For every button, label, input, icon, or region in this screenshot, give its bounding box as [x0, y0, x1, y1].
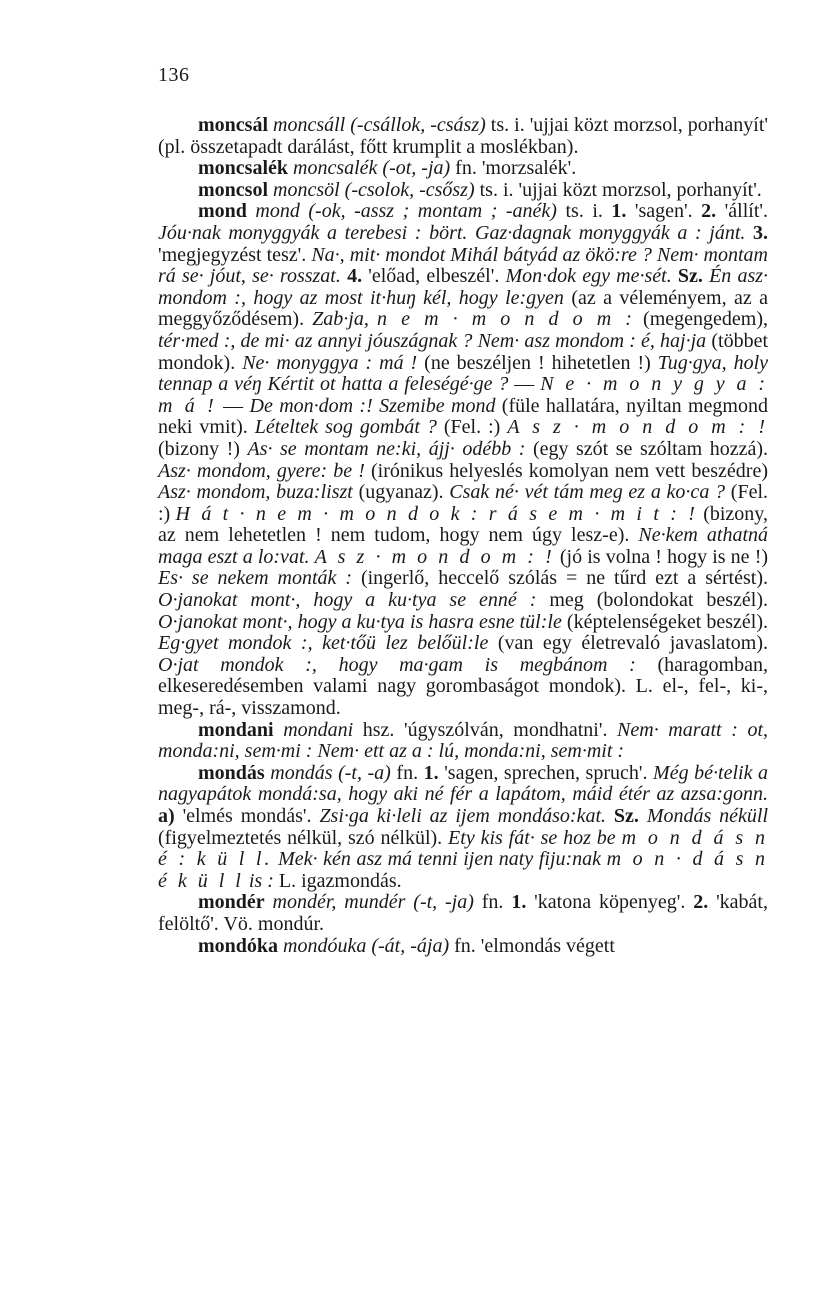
entry-text: mond	[451, 394, 496, 417]
entry-headword: mondér	[198, 891, 265, 914]
entry-text: Lételtek sog gombát ?	[254, 416, 437, 439]
entry-text: Ety kis fát· se hoz be	[448, 826, 616, 849]
entry-text: n e m · m o n d o m :	[376, 308, 635, 331]
entry-text: Na·, mit· mondot Mihál bátyád az ökö:re ? Nem· montam rá se· jóut, se· rosszat.	[158, 243, 769, 288]
entry-text: (füle hallatára, nyiltan megmond neki vmit).	[158, 394, 768, 439]
entry-headword: mondani	[198, 718, 274, 741]
entry-text: A s z · m o n d o m : !	[507, 416, 769, 439]
entry-text: 2.	[701, 200, 717, 223]
entry-text: 'megjegyzést tesz'.	[158, 243, 312, 266]
entry-text: Nem· maratt : ot, monda:ni, sem·mi : Nem· ett az a : lú, monda:ni, sem·mit :	[158, 718, 768, 763]
dictionary-entry	[158, 892, 768, 935]
entry-text: mondér, mundér (-t, -ja)	[272, 891, 474, 914]
page-number: 136	[158, 64, 190, 86]
entry-text: Ne· monyggya : má !	[242, 351, 418, 374]
entry-text: H á t · n e m · m o n d o k : r á s e m · m i t : !	[175, 502, 698, 525]
entry-text: (Fel. :)	[436, 416, 508, 439]
dictionary-entry	[158, 180, 768, 202]
entry-text: 'elmés mondás'.	[174, 805, 320, 827]
entry-text: mondani	[283, 718, 354, 741]
entry-text: L. igazmondás.	[273, 869, 402, 892]
entry-text	[369, 308, 377, 330]
entry-text: Mon·dok egy me·sét.	[505, 265, 672, 288]
entry-text: mondóuka (-át, -ája)	[283, 934, 450, 957]
entry-text: 'katona köpenyeg'.	[526, 891, 694, 914]
entry-text: 1.	[511, 891, 527, 914]
entry-text: moncsöl (-csolok, -csősz)	[273, 178, 475, 201]
entry-text: Ne·kem athatná maga eszt a lo:vat.	[158, 524, 769, 568]
entry-text: Asz· mondom, buza:liszt	[158, 481, 353, 504]
entry-text: —	[216, 394, 250, 417]
entry-text: (jó is volna ! hogy is ne !)	[554, 545, 769, 568]
entry-text: Még bé·telik a nagyapátok mondá:sa, hogy aki né fér a lapátom, máid étér az azsa:gonn.	[158, 761, 769, 806]
entry-text: 'állít'.	[716, 200, 768, 223]
entry-text: Zsi·ga ki·leli az ijem mondáso:kat.	[319, 805, 606, 827]
entry-text: (bizony, az nem lehetetlen ! nem tudom, hogy nem úgy lesz-e).	[158, 502, 768, 547]
entry-headword: moncsol	[198, 178, 268, 201]
entry-text: 'sagen'.	[626, 200, 702, 223]
entry-text: 1.	[611, 200, 627, 223]
entry-text: (ugyanaz).	[352, 481, 450, 504]
entry-text: (Fel. :)	[158, 481, 768, 525]
entry-text: O·janokat mont·, hogy a ku·tya se enné :	[158, 589, 537, 612]
entry-text: A s z · m o n d o m : !	[314, 545, 555, 568]
entry-text	[606, 805, 614, 827]
entry-text: Mek· kén asz má tenni ijen naty fiju:nak	[278, 848, 602, 871]
entry-text: fn.	[473, 891, 512, 914]
entry-text: ts. i. 'ujjai közt morzsol, porhanyít' (pl. összetapadt darálást, főtt krumplit a moslékban).	[158, 114, 769, 158]
entry-text: m o n d á s n é : k ü l l.	[158, 826, 768, 871]
entry-text: m o n · d á s n é k ü l l	[158, 848, 769, 892]
entry-text	[745, 222, 753, 244]
entry-text	[639, 805, 647, 827]
entry-headword: mond	[198, 200, 247, 223]
dictionary-entry	[158, 936, 768, 958]
entry-text: (megengedem),	[634, 308, 768, 331]
entry-text	[274, 719, 284, 741]
entry-text: 4.	[347, 265, 363, 288]
entry-text: As· se montam ne:ki, ájj· odébb :	[247, 437, 526, 460]
entry-text: fn.	[390, 761, 424, 784]
entry-text: O·jat mondok :, hogy ma·gam is megbánom :	[158, 653, 636, 676]
entry-headword: moncsál	[198, 114, 268, 136]
entry-text: 1.	[423, 761, 439, 784]
entry-text: (az a véleményem, az a meggyőződésem).	[158, 286, 768, 331]
dictionary-entry	[158, 763, 768, 893]
entry-text: (irónikus helyeslés komolyan nem vett beszédre)	[364, 459, 768, 482]
entry-text	[265, 891, 273, 913]
entry-text: N e · m o n y g y a : m á !	[158, 373, 768, 417]
entry-text: Mondás néküll	[646, 805, 769, 827]
entry-text: (képtelenségeket beszél).	[561, 610, 768, 633]
entry-text: mondás (-t, -a)	[270, 761, 391, 784]
entry-text: moncsalék (-ot, -ja)	[293, 157, 451, 180]
entry-text: (ne beszéljen ! hihetetlen !)	[417, 351, 658, 374]
entry-text: moncsáll (-csállok, -csász)	[273, 114, 486, 136]
dictionary-entry	[158, 158, 768, 180]
entry-text: (ingerlő, heccelő szólás = ne tűrd ezt a sértést).	[352, 567, 768, 590]
entry-text: 'sagen, sprechen, spruch'.	[438, 761, 654, 784]
entry-text: —	[508, 373, 541, 396]
entry-text: tér·med :, de mi· az annyi jóuszágnak ? Nem· asz mondom : é, haj·ja	[158, 329, 707, 352]
entry-text: 'kabát, felöltő'. Vö. mondúr.	[158, 891, 768, 935]
entry-text: Zab·ja,	[312, 308, 369, 331]
entry-text: Sz.	[613, 805, 639, 827]
entry-text: 2.	[693, 891, 709, 914]
entry-text: Jóu·nak monyggyák a terebesi : bört. Gaz·dagnak monyggyák a : jánt.	[158, 221, 746, 244]
dictionary-entry	[158, 115, 768, 158]
entry-text: (bizony !)	[158, 437, 248, 460]
entry-text: Sz.	[677, 265, 703, 288]
entry-headword: mondás	[198, 761, 265, 784]
entry-text: 3.	[753, 221, 768, 244]
entry-text: (van egy életrevaló javaslatom).	[488, 632, 768, 655]
entry-headword: moncsalék	[198, 157, 288, 180]
entry-text: a)	[158, 805, 175, 827]
entry-text: is :	[248, 869, 274, 892]
entry-text: O·janokat mont·, hogy a ku·tya is hasra esne tül:le	[158, 610, 562, 633]
entry-text: Én asz· mondom :, hogy az most it·huŋ kél, hogy le:gyen	[158, 265, 769, 309]
entry-text: ts. i.	[556, 200, 612, 223]
entry-text: meg (bolondokat beszél).	[536, 589, 768, 612]
entry-text: fn. 'morzsalék'.	[450, 157, 577, 180]
entry-text: De mon·dom :! Szemibe	[249, 394, 445, 417]
entry-text: fn. 'elmondás végett	[449, 934, 615, 957]
entry-text: Asz· mondom, gyere: be !	[158, 459, 365, 482]
dictionary-entries	[158, 115, 768, 957]
entry-text: mond (-ok, -assz ; montam ; -anék)	[255, 200, 557, 223]
entry-text: Es· se nekem monták :	[158, 567, 353, 590]
entry-text: ts. i. 'ujjai közt morzsol, porhanyít'.	[474, 178, 762, 201]
dictionary-entry	[158, 201, 768, 719]
entry-text: (haragomban, elkeseredésemben valami nagy gorombaságot mondok). L. el-, fel-, ki-, meg-, rá-, visszamond.	[158, 653, 768, 720]
entry-text: Csak né· vét tám meg ez a ko·ca ?	[449, 481, 726, 504]
entry-text: Eg·gyet mondok :, ket·tőü lez belőül:le	[158, 632, 489, 655]
entry-text: hsz. 'úgyszólván, mondhatni'.	[353, 718, 618, 741]
entry-headword: mondóka	[198, 934, 279, 957]
entry-text: (figyelmeztetés nélkül, szó nélkül).	[158, 826, 449, 849]
dictionary-entry	[158, 720, 768, 763]
entry-text: 'előad, elbeszél'.	[362, 265, 506, 288]
entry-text: (többet mondok).	[158, 329, 769, 374]
entry-text: (egy szót se szóltam hozzá).	[525, 437, 768, 460]
entry-text: Tug·gya, holy tennap a véŋ Kértit ot hatta a feleségé·ge ?	[158, 351, 769, 396]
